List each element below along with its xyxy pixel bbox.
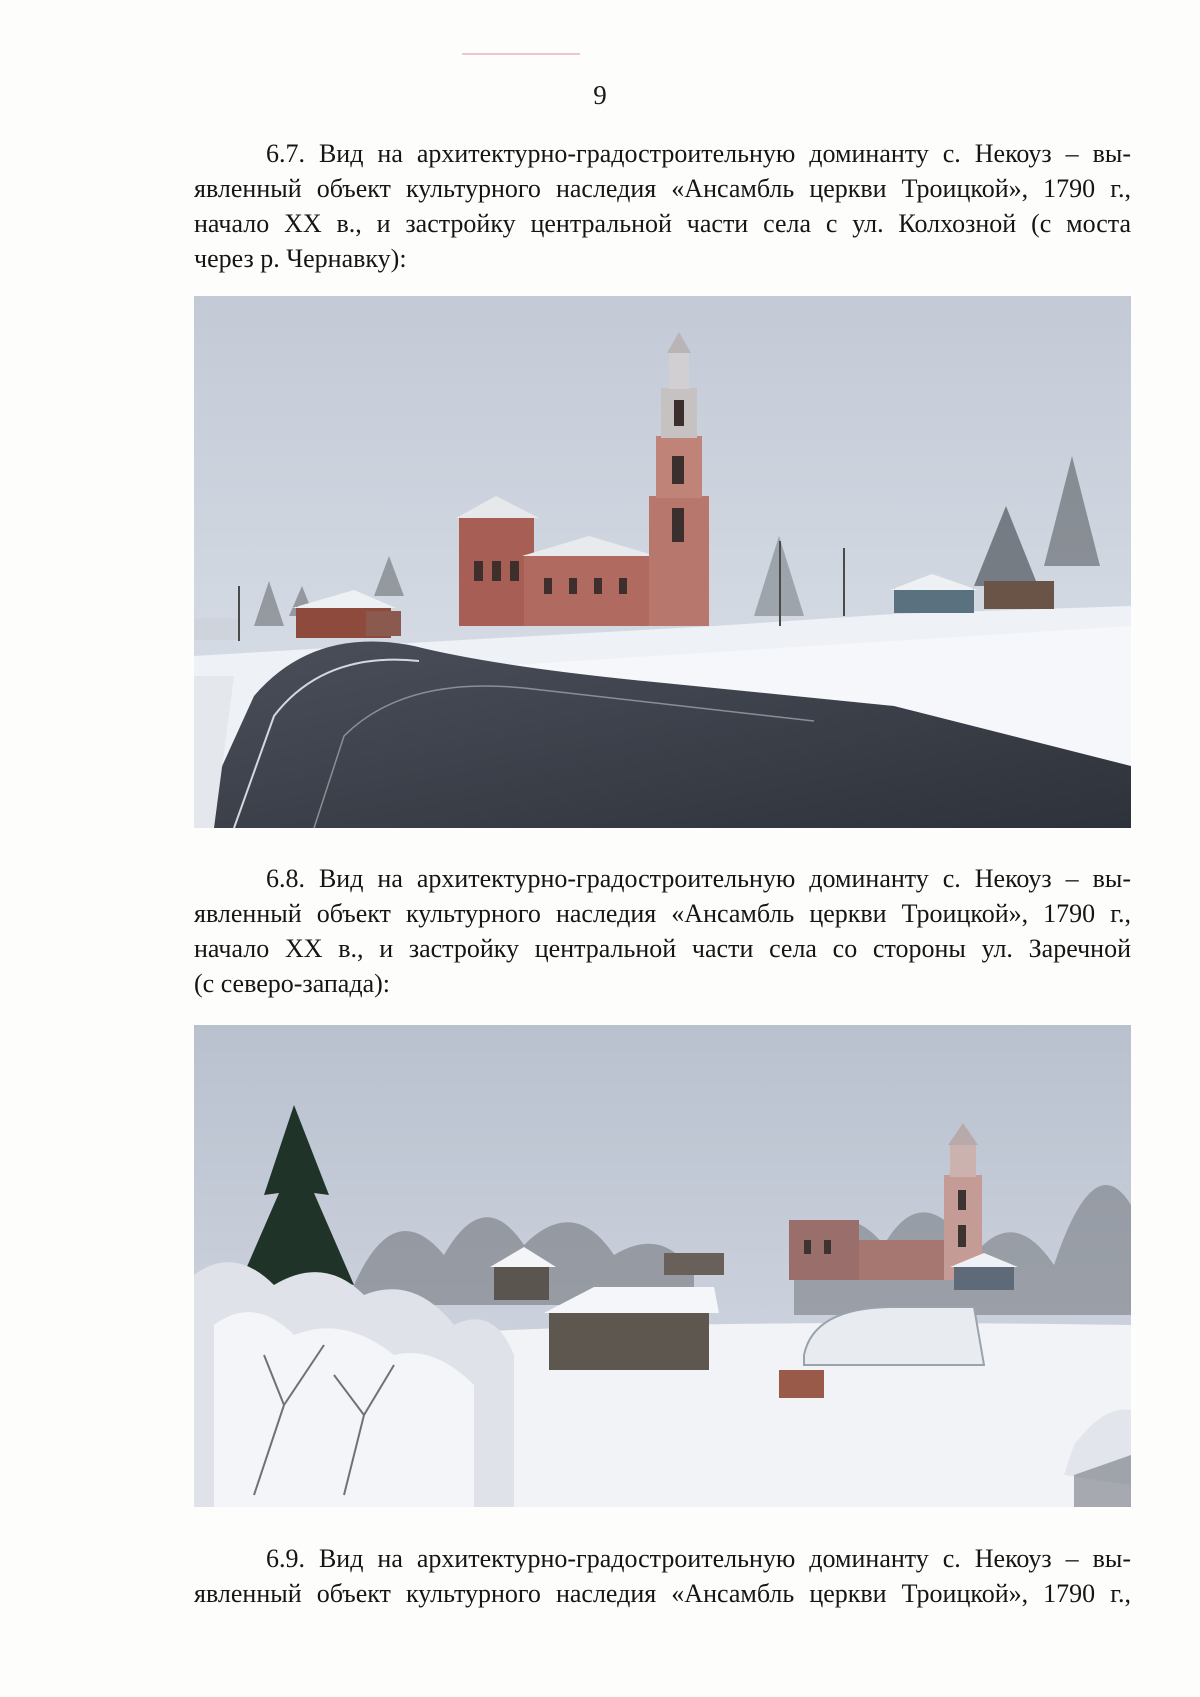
text-line: явленный объект культурного наследия «Ансамбль церкви Троицкой», 1790 г.,	[194, 1579, 1131, 1608]
photo-church-from-road-image	[194, 296, 1131, 828]
scan-mark	[462, 53, 580, 55]
paragraph-6-9	[194, 1541, 1131, 1611]
photo-village-from-northwest-image	[194, 1025, 1131, 1507]
text-line: 6.7. Вид на архитектурно-градостроительную доминанту с. Некоуз – вы-	[266, 139, 1131, 168]
text-line: 6.9. Вид на архитектурно-градостроительную доминанту с. Некоуз – вы-	[266, 1544, 1131, 1573]
photo-church-from-road	[194, 296, 1131, 828]
text-line: (с северо-запада):	[194, 969, 390, 998]
text-line: явленный объект культурного наследия «Ансамбль церкви Троицкой», 1790 г.,	[194, 899, 1131, 928]
text-line: через р. Чернавку):	[194, 244, 407, 273]
paragraph-6-8	[194, 861, 1131, 1001]
text-line: начало XX в., и застройку центральной части села со стороны ул. Заречной	[194, 934, 1131, 963]
text-line: явленный объект культурного наследия «Ансамбль церкви Троицкой», 1790 г.,	[194, 174, 1131, 203]
paragraph-6-7	[194, 136, 1131, 276]
text-line: начало XX в., и застройку центральной части села с ул. Колхозной (с моста	[194, 209, 1131, 238]
page-number: 9	[593, 80, 607, 110]
text-line: 6.8. Вид на архитектурно-градостроительную доминанту с. Некоуз – вы-	[266, 864, 1131, 893]
photo-village-from-northwest	[194, 1025, 1131, 1507]
